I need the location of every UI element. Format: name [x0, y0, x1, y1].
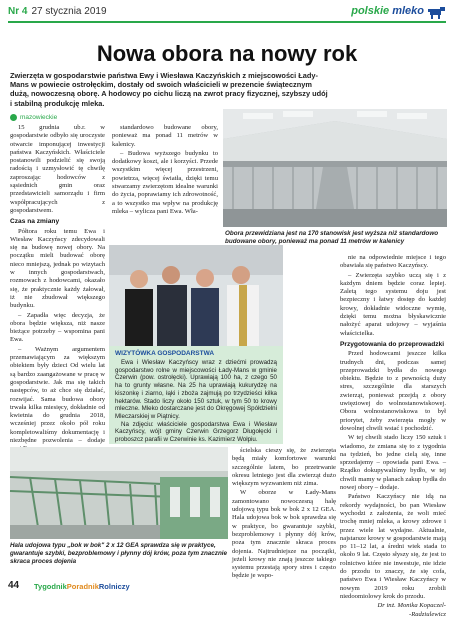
col4-paragraph: – Zwierzęta szybko uczą się i z każdym dniem będzie coraz lepiej. Zaletą tego systemu doju jest bezpieczny i łatwy dostęp do każdej krowy, dokładnie widoczne wymię, dzięki temu można błyskawicznie nałożyć aparat udojowy – wyjaśnia właścicielka. [340, 271, 446, 337]
subheading-czas-na-zmiany: Czas na zmiany [10, 218, 60, 226]
milking-parlour-photo [10, 447, 228, 539]
article-column-1 [10, 124, 105, 444]
caption-milking-parlour: Hala udojowa typu „bok w bok" 2 x 12 GEA sprawdza się w praktyce, gwarantuje szybki, bezproblemowy i płynny dój krów, poza tym znacznie skraca proces dojenia [10, 542, 228, 565]
issue-number: Nr 4 [8, 6, 28, 17]
author-signature-2: -Radziulewicz [409, 611, 446, 619]
col4-paragraph: W tej chwili stado liczy 150 sztuk i wiadomo, że zmiana się to z tygodnia na tydzień, bo jedne cielą się, inne sprzedajemy – opowiada pani Ewa. – Rządko dokupywaliśmy bydło, w tej chwili mamy w planach zakup bydła do nowej obory – dodaje. [340, 434, 446, 492]
barn-interior-illustration [223, 109, 447, 227]
owners-photo [109, 245, 283, 346]
col2-paragraph: standardowo budowane obory, ponieważ ma ponad 11 metrów w kalenicy. [112, 124, 218, 148]
magazine-word-3: Rolniczy [98, 582, 130, 591]
milking-parlour-illustration [10, 447, 228, 539]
article-headline: Nowa obora na nowy rok [96, 41, 358, 66]
col1-paragraph: – Zapadła więc decyzja, że obora będzie większa, niż nasze bieżące potrzeby – wspomina pani Ewa. [10, 311, 105, 344]
cow-icon [428, 4, 446, 20]
article-column-4 [340, 254, 446, 619]
region-label: mazowieckie [20, 114, 58, 121]
issue-date: 27 stycznia 2019 [31, 6, 107, 17]
article-lead: Zwierzęta w gospodarstwie państwa Ewy i Wiesława Kaczyńskich z miejscowości Łady-Mans w powiecie ostrołęckim, dostały od swoich właścicieli w prezencie świątecznym dużą, nowoczesną oborę. A hodowcy po cichu liczą na zwrot pracy fizycznej, szybszy udój i stabilną produkcję mleka. [10, 71, 328, 108]
col4-paragraph: Państwo Kaczyńscy nie idą na rekordy wydajności, bo pan Wiesław wychodzi z założenia, że woli mieć trochę mniej mleka, a krowy zdrowe i przez wiele lat wydajne. Aktualnie, najstarsze krowy w gospodarstwie mają po 11–12 lat, a średni wiek stada to około 9 lat. Często słyszy się, że jest to rolnictwo które nie inwestuje, nie idzie do przodu to znaczy, że się cofa, państwo Ewa i Wiesław Kaczyńscy w nowym 2019 roku zrobili niedoomiolowy krok do przodu. [340, 493, 446, 600]
farm-profile-title: WIZYTÓWKA GOSPODARSTWA [115, 350, 215, 357]
barn-interior-photo [223, 109, 447, 227]
col2-paragraph: – Budowa wyższego budynku to dodatkowy koszt, ale i korzyści. Przede wszystkim więcej przestrzeni, powietrza, więcej światła, dzięki temu stwarzamy zwierzętom idealne warunki do życia, poprawiamy ich zdrowotność, a to wszystko ma wpływ na produkcję mleka – wylicza pani Ewa. Wła- [112, 149, 218, 215]
page-header [8, 5, 446, 23]
col3-paragraph: W oborze w Łady-Mans zamontowano nowoczesną halę udojową typu bok w bok 2 x 12 GEA. Hala udojowa bok w bok sprawdza się w praktyce, bo gwarantuje szybki, bezproblemowy i płynny dój krów, poza tym znacznie skraca proces dojenia. Najtrudniejsze na początki, jeżeli krowy nie znają jeszcze takiego systemu przestają spory stres i często będzie je wspo- [232, 489, 336, 580]
magazine-word-1: Tygodnik [34, 582, 67, 591]
caption-barn-interior: Obora przewidziana jest na 170 stanowisk jest wyższa niż standardowo budowane obory, ponieważ ma ponad 11 metrów w kalenicy [225, 230, 439, 245]
author-signature-1: Dr inż. Monika Kopaczel- [377, 602, 446, 610]
brand-word-1: polskie [351, 5, 390, 17]
farm-profile-box [109, 346, 283, 444]
subheading-przygotowania: Przygotowania do przeprowadzki [340, 340, 445, 348]
page-footer [8, 578, 446, 594]
farm-profile-photo-note: Na zdjęciu: właściciele gospodarstwa Ewa i Wiesław Kaczyńscy, wójt gminy Czerwin Grzegorz Długołęcki i proboszcz parafii w Czerwinie ks. Kazimierz Wołpiu. [115, 420, 277, 444]
col4-paragraph: Przed hodowcami jeszcze kilka trudnych dni, podczas samej przeprowadzki bydła do nowego obiektu. Będzie to z pewnością duży stres, szczególnie dla starszych zwierząt, ponieważ przejdą z obory uwięziowej do wolnostanowiskowej. Obora wolnostanowiskowa to był priorytet, żeby zwierzęta mogły w dowolnej chwili wstać i pochodzić. [340, 350, 446, 432]
col1-paragraph: Półtora roku temu Ewa i Wiesław Kaczyńscy zdecydowali się na budowę nowej obory. Na początku mieli budować oborę nieco mniejszą, jednak po wizytach w innych gospodarstwach, rozmowach z hodowcami, okazało się, że praktycznie każdy żałował, iż nie zbudował większego budynku. [10, 227, 105, 310]
col3-paragraph: ścielska cieszy się, że zwierzęta będą miały komfortowe warunki szczególnie latem, bo przetrwanie okresu letniego jest dla zwierząt dużo większym wyzwaniem niż zima. [232, 447, 336, 488]
article-column-2 [112, 124, 218, 242]
col1-paragraph: – Ważnym argumentem przemawiającym za większym obiektem były dzieci Od wielu lat są bardzo zaangażowane w pracę w gospodarstwie. Jak ma się takich następców, to aż chce się działać, rozwijać. Sama budowa obory trwała kilka miesięcy, dokładnie od kwietnia do grudnia 2018, wcześniej przez około pół roku kompletowaliśmy dokumentację i niezbędne pozwolenia – dodaje [10, 345, 105, 444]
issue-info [8, 6, 107, 17]
section-brand [351, 5, 424, 17]
region-tag [10, 114, 57, 121]
farm-profile-text: Ewa i Wiesław Kaczyńscy wraz z dziećmi prowadzą gospodarstwo rolne w miejscowości Łady-Mans w gminie Czerwin (pow. ostrołęcki). Uprawiają 100 ha, z czego 50 ha to grunty własne. Na 25 ha uprawiają kukurydzę na kiszonkę i ziarno, łąki i zboża zajmują po trzydzieści kilka hektarów. Stado liczy około 150 sztuk, w tym 50 to krowy mleczne. Mleko dostarczane jest do Okręgowej Spółdzielni Mleczarskiej w Piątnicy. [115, 359, 277, 420]
magazine-name [34, 582, 130, 591]
region-dot-icon [10, 114, 17, 121]
article-column-3 [232, 447, 336, 580]
col1-paragraph: 15 grudnia ub.r. w gospodarstwie odbyło się uroczyste otwarcie imponującej inwestycji państwa Kaczyńskich. Właściciele postanowili podzielić się swoją radością i uzmysłowić tę chwilę zaproszając hodowców z sąsiednich gmin oraz przedstawicieli samorządu i firm współpracujących z gospodarstwem. [10, 124, 105, 214]
brand-word-2: mleko [392, 5, 424, 17]
page-number: 44 [8, 580, 20, 591]
col4-paragraph: nie na odpowiednie miejsce i tego obawiała się państwo Kaczyńscy. [340, 254, 446, 270]
owners-illustration [109, 245, 283, 346]
magazine-word-2: Poradnik [66, 582, 99, 591]
